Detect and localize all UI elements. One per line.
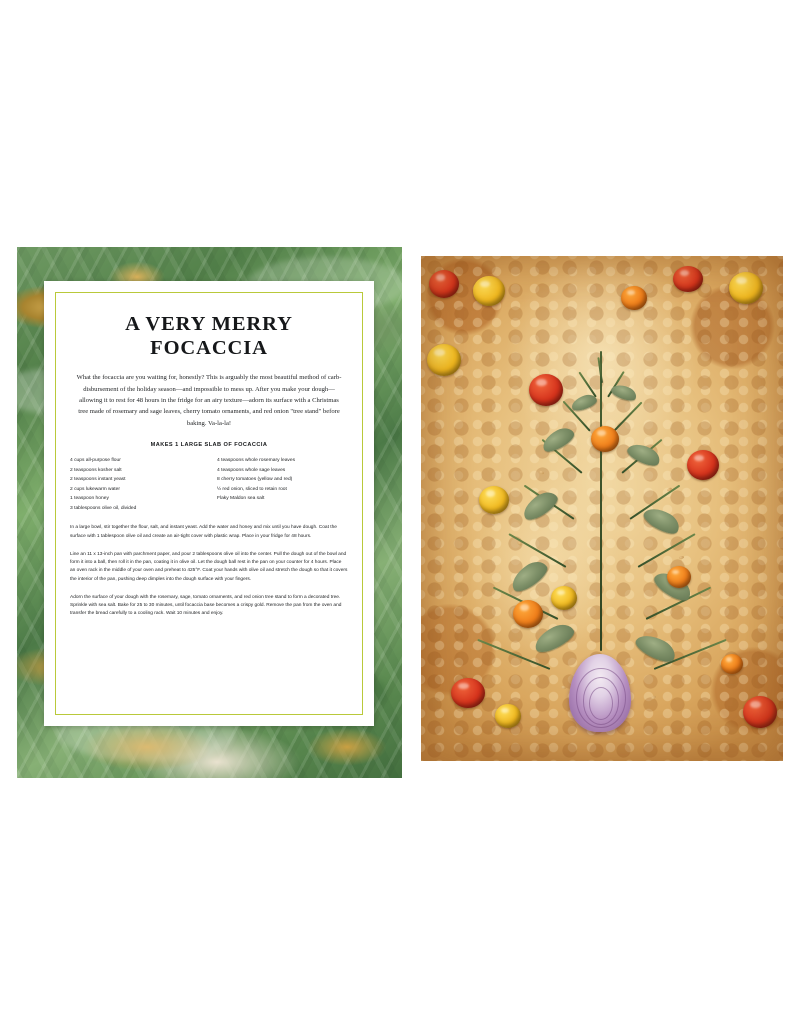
tomato-ornament [673,266,703,292]
tomato-ornament [621,286,647,310]
recipe-step: Line an 11 x 13-inch pan with parchment paper, and pour 2 tablespoons olive oil into the center. Pull the dough out of the bowl and form it into a ball, then roll it in the pan, coating it in olive oil. Let the dough ball rest in the pan on your counter for 4 hours. Place an oven rack in the middle of your oven and preheat to 425°F. Coat your hands with olive oil and stretch the dough so that it covers the interior of the pan, pushing deep dimples into the dough surface with your fingers. [70,551,348,582]
tomato-ornament [743,696,777,728]
tomato-ornament [513,600,543,628]
tomato-ornament [721,654,743,674]
list-item: 8 cherry tomatoes (yellow and red) [217,477,293,483]
ingredients-column-right [211,456,348,513]
recipe-title-line-2: FOCACCIA [150,337,268,360]
list-item: ½ red onion, sliced to retain root [217,486,287,492]
rosemary-needle [613,402,642,432]
sage-leaf [633,629,679,666]
recipe-title-line-1: A VERY MERRY [125,313,293,335]
tomato-ornament [479,486,509,514]
onion-ring [589,687,613,720]
ingredients-list [70,456,348,513]
recipe-intro-text: What the focaccia are you waiting for, honestly? This is arguably the most beautiful method of carb-disbursement of the holiday season—and impossible to mess up. After you make your dough—allowing it to rest for 48 hours in the fridge for an airy texture—adorn its surface with a Christmas tree made of rosemary and sage leaves, cherry tomato ornaments, and red onion "tree stand" before baking. Va-la-la! [76,374,342,427]
recipe-step: In a large bowl, stir together the flour, salt, and instant yeast. Add the water and honey and mix until you have dough. Coat the surface with 1 tablespoon olive oil and create an air-tight cover with plastic wrap. Place in your fridge for 48 hours. [70,525,337,539]
recipe-card [44,281,374,726]
ingredients-column-left [70,456,201,513]
list-item: 4 teaspoons whole rosemary leaves [217,458,296,464]
tomato-ornament [427,344,461,376]
sage-leaf [507,557,551,596]
tomato-ornament [529,374,563,406]
recipe-yield-label: MAKES 1 LARGE SLAB OF FOCACCIA [150,442,268,449]
seed-flake [651,695,657,700]
tomato-ornament [451,678,485,708]
list-item: 2 teaspoons kosher salt [70,467,122,473]
list-item: Flaky Maldon sea salt [217,496,265,502]
tomato-ornament [495,704,521,728]
tomato-ornament [591,426,619,452]
tomato-ornament [429,270,459,298]
list-item: 2 teaspoons instant yeast [70,477,126,483]
recipe-card-page [17,247,402,778]
list-item: 4 cups all-purpose flour [70,458,121,464]
recipe-steps [70,524,348,618]
tree-stem [600,351,602,651]
list-item: 4 teaspoons whole sage leaves [217,467,286,473]
tomato-ornament [473,276,505,306]
list-item: 2 cups lukewarm water [70,486,121,492]
seed-flake [561,685,567,689]
list-item: 3 tablespoons olive oil, divided [70,505,137,511]
recipe-step: Adorn the surface of your dough with the rosemary, sage, tomato ornaments, and red onion tree stand to form a decorated tree. Sprinkle with sea salt. Bake for 25 to 30 minutes, until focaccia base becomes a crispy gold. Remove the pan from the oven and transfer the bread carefully to a cooling rack. Wait 10 minutes and enjoy. [70,594,342,617]
tomato-ornament [687,450,719,480]
red-onion-tree-stand [569,654,631,732]
focaccia-photograph [421,256,783,761]
rosemary-needle [638,533,696,568]
tomato-ornament [667,566,691,588]
seed-flake [539,470,545,475]
seed-flake [679,556,685,560]
tomato-ornament [729,272,763,304]
tomato-ornament [551,586,577,610]
list-item: 1 teaspoon honey [70,496,109,502]
page-title [70,312,348,360]
